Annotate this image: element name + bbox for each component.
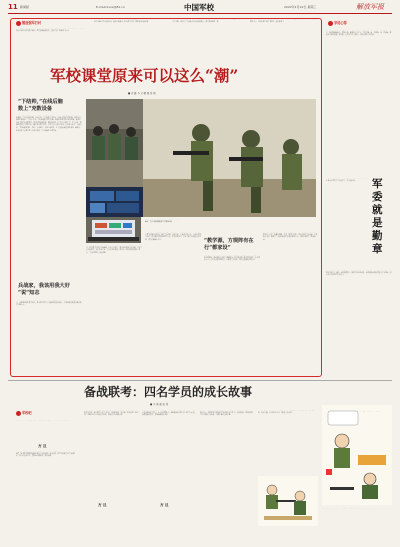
laptop-photo-illustration bbox=[86, 217, 141, 243]
tactical-photo-illustration bbox=[143, 99, 316, 217]
subhead-2: “教学源，方规阵有在 行“都家设” bbox=[204, 238, 254, 251]
feature-column-tag: 锻造强军打村 bbox=[16, 21, 41, 26]
page-label: 新闻版 bbox=[20, 5, 30, 9]
sidebar-title: 军 委 就 是 勤 章 bbox=[372, 178, 383, 255]
subhead-3: 兵战家，我该用我大好 “说”知志 bbox=[18, 283, 70, 296]
page-header bbox=[8, 3, 392, 12]
page-number: 11 bbox=[8, 3, 18, 11]
screen-photo-illustration bbox=[86, 187, 143, 217]
photo-classroom bbox=[86, 99, 143, 187]
intro-text-2: “教学要有这样一种“度”的把握，这是学员成长的需要，也是课堂生命力所在。”某教研室主任说，近年来他们坚持问题导向，聚焦实战需求，推动教学内容与部队建设同步更新。 bbox=[94, 19, 163, 23]
mid-column-text-4: 据了解，学院将以此次教学改革为契机，持续推进课程体系建设，完善教学保障条件，打造一批精品课程，形成一批教学成果，努力建设让学员满意、让部队认可的一流课堂，为强军事业培养更多优秀人才，不断开创教学工作新局面。 bbox=[263, 232, 318, 241]
photo-soldiers-bottom bbox=[258, 476, 318, 526]
classroom-photo-illustration bbox=[86, 99, 143, 187]
col-b-head: 方 旦 bbox=[98, 503, 107, 507]
photo-screen bbox=[86, 187, 143, 217]
intro-text-1: 学院党委坚持以学员为中心，持续推动课堂教学改革，构建线上线下融合的教学新模式，让学员在沉浸式体验中提升能力素质，教学质量稳步提升，受到学员广泛欢迎与认可。 bbox=[16, 28, 85, 32]
feature-byline: ■ 许 峰 李 金 朝 周 伟 明 bbox=[128, 92, 156, 95]
cartoon-illustration bbox=[322, 405, 392, 505]
sidebar-text-1: 走进军校大门的那一刻起，我便立下誓言，要做一名合格的军人。几年来，在教员的悉心指导下，我不断磨砺意志、锤炼本领，逐渐明白了军人二字的分量。每一次训练，每一次考核，都是对自我的超越。我深知，只有把平时当战时，才能在战场上打得赢。 bbox=[326, 30, 392, 37]
col-a-head: 方 旦 bbox=[38, 444, 47, 448]
cartoon-caption: 学业摘分年终大考已经来临 bbox=[360, 411, 380, 412]
bottom-col-text-2: 学员小张回忆说，最困难的时候也曾想过放弃，但看到身边战友都在坚持，自己也重新鼓起了勇气。在大家的帮助下，他逐渐找到了适合自己的学习方法，成绩也稳步提升，最终顺利通过考试。 bbox=[142, 410, 197, 417]
left-column-text-2: “教学实践表明，只有把学员真正放在课堂中央，才能激发学习的内生动力。”该院领导介绍，下一步将继续深化教学改革，推动课堂教学与实战化训练深度融合，为部队输送更多高素质新型军事人才。 bbox=[16, 300, 82, 307]
photo-laptop bbox=[86, 217, 141, 243]
subhead-1: “下结帅，”在线后脑 数上“充数设备 bbox=[18, 99, 63, 112]
sidebar-column-tag: 学员心得 bbox=[328, 21, 347, 26]
mid-column-text-3: 教员是课堂的组织者和引导者，学院大力加强教员队伍建设，选派骨干教员赴部队代职锻炼，邀请部队专家参与课程建设，推动教员能力素质整体跃升。不少教员表示，走出去才能把课讲活，才能把学员带好，课堂也因此更有吸引力。 bbox=[204, 255, 260, 262]
bottom-left-text-2: 在备战联考的日子里，他们相互鼓励、相互帮助，共同克服了一个又一个困难。每天清晨，图书馆里都能看到他们埋头苦读的身影；夜深人静，宿舍里依然亮着学习的灯光。功夫不负有心人，最终他们都取得了优异成绩。 bbox=[16, 451, 75, 458]
photo-caption: 国防科技大学：学员在实训课上进行战术协同训练 图①：学员实操训练模拟平台现场画面 bbox=[145, 219, 181, 223]
header-email: E-mail:xxxx@81.cn bbox=[96, 5, 125, 9]
sidebar-text-3: 回首军校生活，最难忘的是那些并肩作战的战友和默默付出的教员。他们用行动告诉我，军人的荣光来自于奉献。未来的道路上，我将牢记初心使命，以更加饱满的热情投入学习训练，努力成长为新时代革命军人。 bbox=[326, 270, 392, 277]
bottom-col-text-4: 学院相关负责人表示，将继续为学员成长成才创造良好条件，激励更多学员奋发进取、追求卓越，在军校这片热土上绽放青春光彩。 bbox=[258, 410, 316, 414]
issue-date: 2022年1月12日 星期三 bbox=[284, 5, 317, 9]
intro-text-3: 学院某系统课程组在教学实践中大胆探索，将虚拟仿真、情景模拟等手段引入课堂，既激发了学员学习兴趣，又提升了学员解决实际问题的能力，课堂氛围焕然一新。 bbox=[172, 19, 241, 23]
bottom-headline: 备战联考：四名学员的成长故事 bbox=[84, 385, 253, 399]
star-icon bbox=[16, 411, 21, 416]
bottom-byline: ■ 王 迪 张 宏 伟 bbox=[150, 403, 169, 406]
star-icon bbox=[328, 21, 333, 26]
section-title: 中国军校 bbox=[184, 3, 214, 12]
mid-column-text-2: “这样的课堂让我们提前进入角色。”学员小王说。为提升教学实效，学院还建立了教学质量评估机制，通过学员评教、同行评议、专家督导等方式，全面检验教学成效，推动教员不断改进教学方法，提升授课水平，形成了比学赶超的良好氛围，教学质量稳中有升。 bbox=[145, 232, 201, 241]
mid-column-text-1: 课堂教学是人才培养的主渠道，学院坚持教为战、学为战，将最新战例引入课堂，推动教学内容向实战靠拢。在某专业课上，教员以近期演习为案例，引导学员分析研判，制定作战方案。学员们分组推演，课堂成了没有硝烟的战场。课后，学员们纷纷表示收获颇丰。 bbox=[86, 245, 142, 254]
photo-tactical-training bbox=[143, 99, 316, 217]
col-c-head: 方 旦 bbox=[160, 503, 169, 507]
bottom-left-text-1: 学员们在课余时间积极开展学术交流活动，营造浓厚学习氛围，取得良好效果。 bbox=[16, 420, 72, 421]
section-divider bbox=[8, 380, 392, 381]
sidebar-text-2: 训练场上的汗水，见证着我们的成长。那些摸爬滚打的日子，让我真正懂得了什么是担当，什么是使命。 bbox=[326, 178, 370, 182]
cartoon-text: 期末考试将至，学员们正在抓紧复习，以饱满的精神状态迎接年终大考的检验。 bbox=[322, 508, 378, 509]
soldiers-illustration bbox=[258, 476, 318, 526]
paper-logo: 解放军报 bbox=[356, 3, 384, 11]
bottom-column-tag: 军校吧 bbox=[16, 411, 32, 416]
left-column-text: 开训伊始，某学员队组织了一场别开生面的教学展示课。课堂上，教员通过大屏幕实时展示训练数据，学员们分组讨论，各抒己见，学习氛围十分浓厚。“以前上课总觉得枯燥，现在每节课都有新收获。”学员小李说。学院着眼提升教学质量，积极推进教学模式改革创新，依托信息化手段打造智慧课堂，把课堂搬到训练场、搬到演兵场，让学员在实践中学、在学中练。课程组教员结合部队实际，精心设计教学情景，引导学员在对抗中思考，在思考中成长。与此同时，学院还邀请部队一线骨干走进课堂，分享实战经验，让学员提前感受部队氛围。据统计，改革以来学员课堂参与度明显提高，学习积极性显著增强。 bbox=[16, 115, 82, 132]
star-icon bbox=[16, 21, 21, 26]
bottom-col-text-3: 如今，四名学员已分别走上新的岗位，但那段并肩奋斗的日子始终铭记于心。他们表示，将把备考中练就的坚韧品格带到工作中，在新的起点上继续拼搏，书写无悔的青春篇章，为强军事业贡献力量。 bbox=[200, 410, 255, 417]
intro-text-4: 去年以来，学院共组织开展教学观摩活动十余次，形成了一批可复制可推广的教学经验，教员们纷纷表示，这样的课堂更有“潮”味，也更接地气。 bbox=[250, 19, 317, 23]
header-rule bbox=[8, 13, 392, 14]
bottom-col-text-1: 备战联考是一场持久战，需要坚定的意志和科学的方法。四名学员制定了详细的复习计划，每天按时完成学习任务，遇到难题就一起讨论，取长补短。他们说，这段经历让自己收获了知识，更收获了友谊和成长。 bbox=[84, 410, 139, 417]
feature-headline: 军校课堂原来可以这么“潮” bbox=[50, 66, 239, 85]
